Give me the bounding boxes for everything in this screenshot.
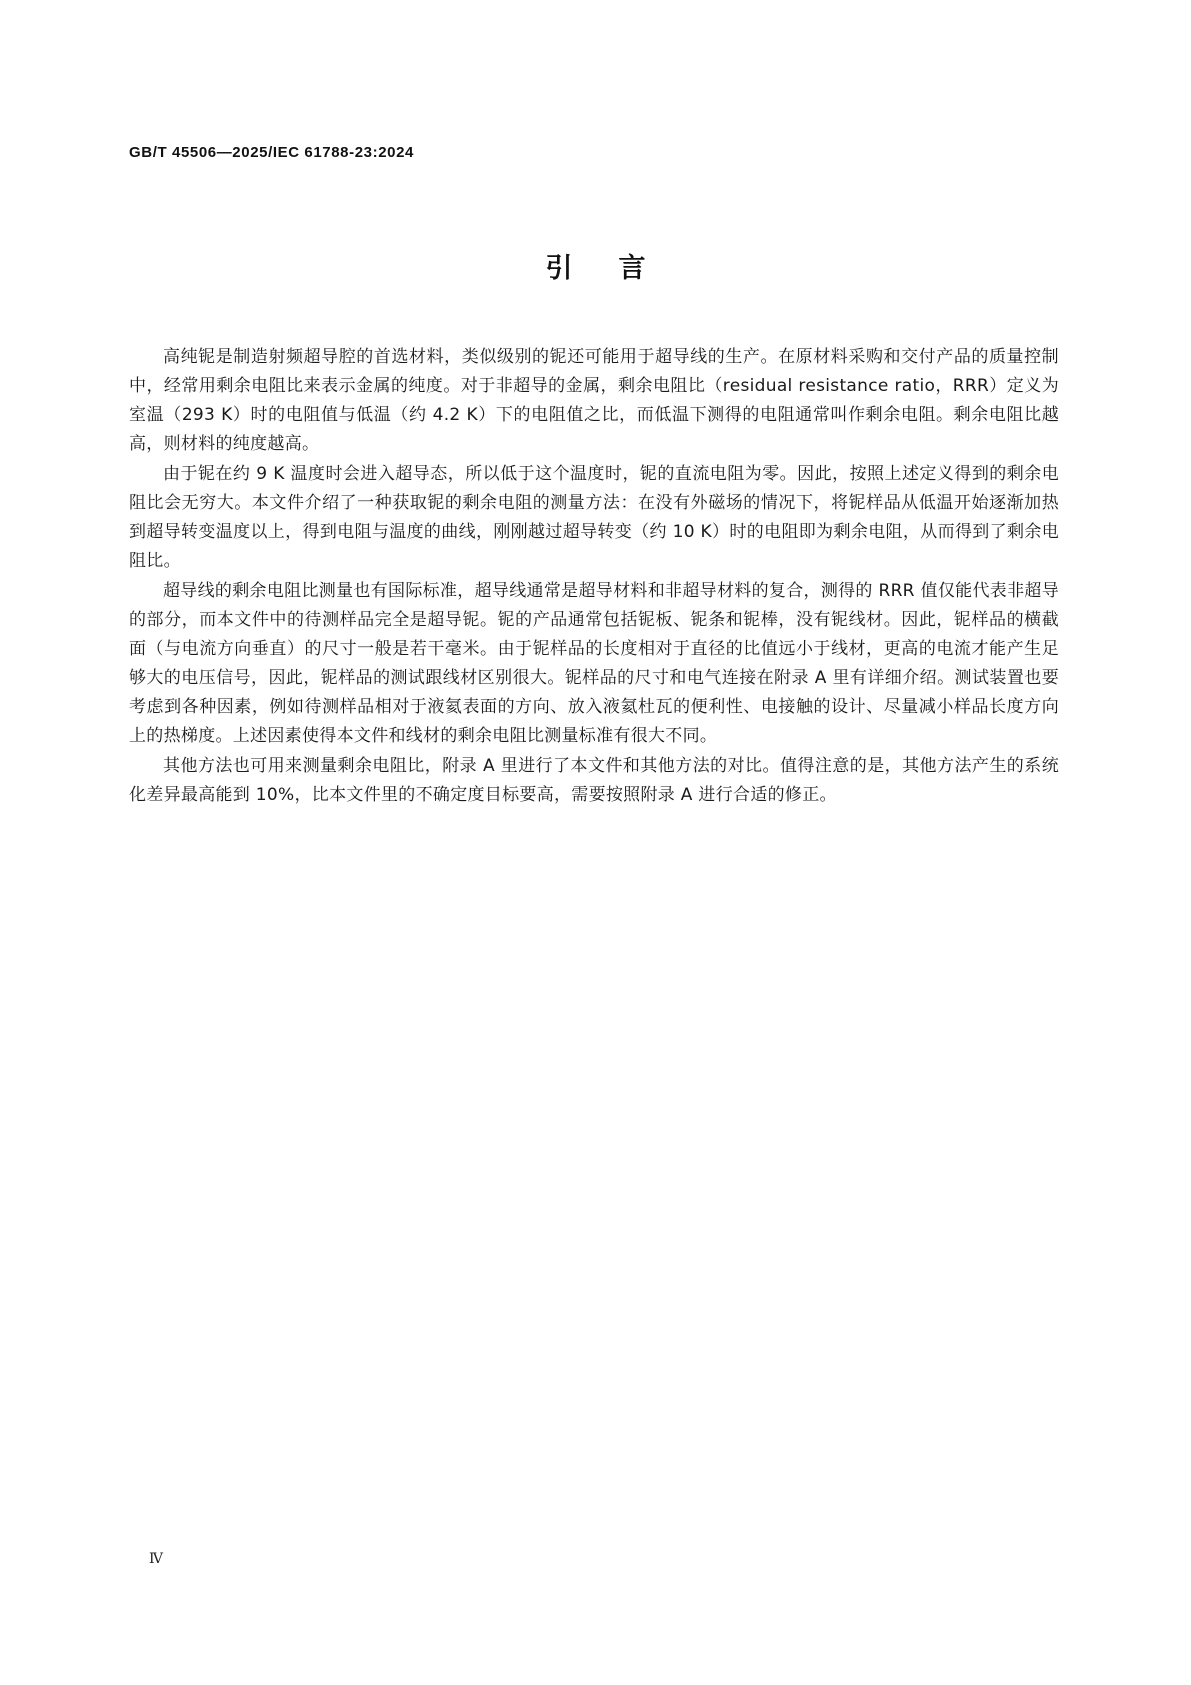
page-number: Ⅳ bbox=[149, 1551, 163, 1567]
standard-number-header: GB/T 45506—2025/IEC 61788-23:2024 bbox=[129, 144, 414, 161]
section-title: 引言 bbox=[545, 253, 692, 284]
paragraph: 由于铌在约 9 K 温度时会进入超导态，所以低于这个温度时，铌的直流电阻为零。因此，按照上述定义得到的剩余电阻比会无穷大。本文件介绍了一种获取铌的剩余电阻的测量方法：在没有外磁场的情况下，将铌样品从低温开始逐渐加热到超导转变温度以上，得到电阻与温度的曲线，刚刚越过超导转变（约 10 K）时的电阻即为剩余电阻，从而得到了剩余电阻比。 bbox=[129, 464, 1059, 571]
paragraph: 高纯铌是制造射频超导腔的首选材料，类似级别的铌还可能用于超导线的生产。在原材料采购和交付产品的质量控制中，经常用剩余电阻比来表示金属的纯度。对于非超导的金属，剩余电阻比（residual resistance ratio，RRR）定义为室温（293 K）时的电阻值与低温（约 4.2 K）下的电阻值之比，而低温下测得的电阻通常叫作剩余电阻。剩余电阻比越高，则材料的纯度越高。 bbox=[129, 347, 1059, 454]
introduction-body bbox=[129, 343, 1059, 811]
paragraph: 超导线的剩余电阻比测量也有国际标准，超导线通常是超导材料和非超导材料的复合，测得的 RRR 值仅能代表非超导的部分，而本文件中的待测样品完全是超导铌。铌的产品通常包括铌板、铌条和铌棒，没有铌线材。因此，铌样品的横截面（与电流方向垂直）的尺寸一般是若干毫米。由于铌样品的长度相对于直径的比值远小于线材，更高的电流才能产生足够大的电压信号，因此，铌样品的测试跟线材区别很大。铌样品的尺寸和电气连接在附录 A 里有详细介绍。测试装置也要考虑到各种因素，例如待测样品相对于液氦表面的方向、放入液氦杜瓦的便利性、电接触的设计、尽量减小样品长度方向上的热梯度。上述因素使得本文件和线材的剩余电阻比测量标准有很大不同。 bbox=[129, 581, 1059, 746]
paragraph: 其他方法也可用来测量剩余电阻比，附录 A 里进行了本文件和其他方法的对比。值得注意的是，其他方法产生的系统化差异最高能到 10%，比本文件里的不确定度目标要高，需要按照附录 A 进行合适的修正。 bbox=[129, 756, 1059, 805]
